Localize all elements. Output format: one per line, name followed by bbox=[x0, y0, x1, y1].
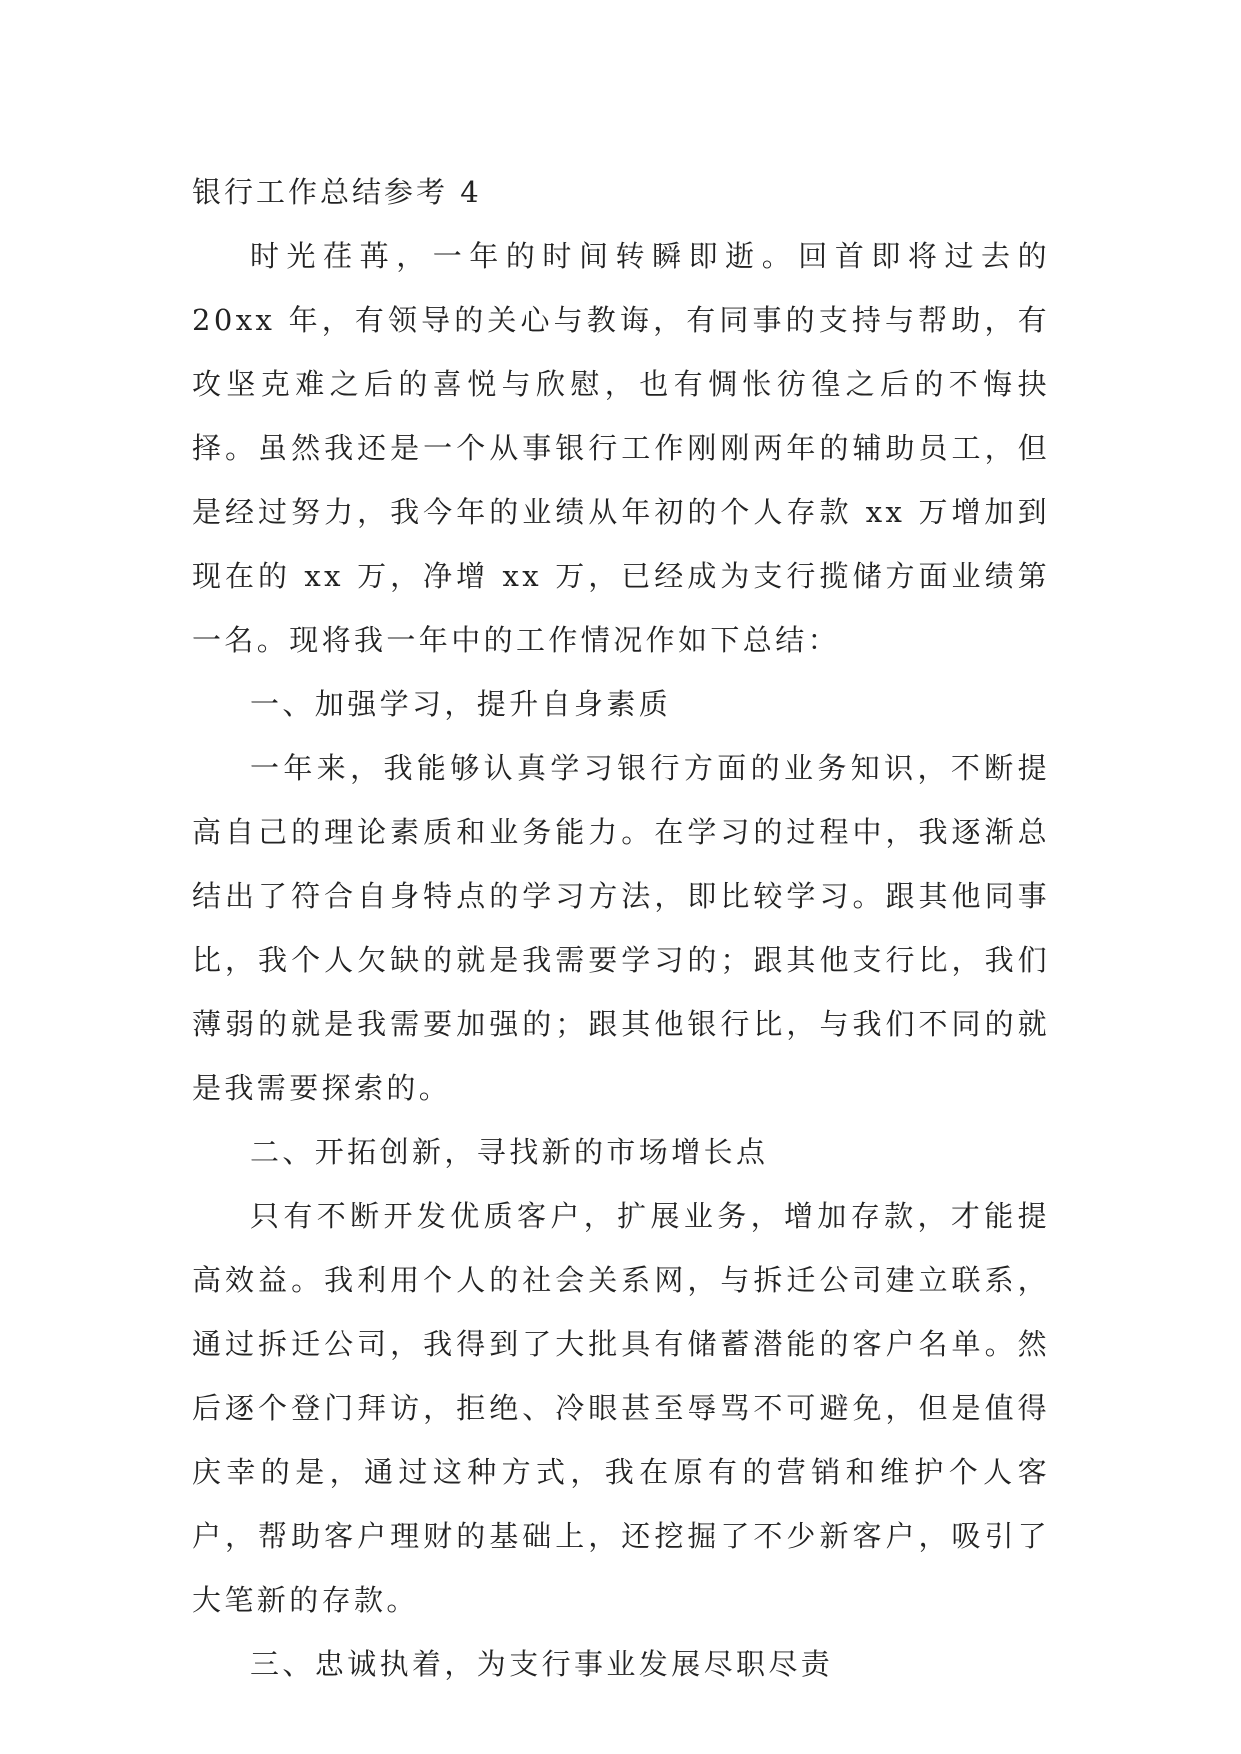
document-body bbox=[192, 160, 1050, 1696]
paragraph-intro: 时光荏苒，一年的时间转瞬即逝。回首即将过去的 20xx 年，有领导的关心与教诲，有同事的支持与帮助，有攻坚克难之后的喜悦与欣慰，也有惆怅彷徨之后的不悔抉择。虽然我还是一个从事银行工作刚刚两年的辅助员工，但是经过努力，我今年的业绩从年初的个人存款 xx 万增加到现在的 xx 万，净增 xx 万，已经成为支行揽储方面业绩第一名。现将我一年中的工作情况作如下总结： bbox=[192, 239, 1050, 657]
paragraph-innovation: 只有不断开发优质客户，扩展业务，增加存款，才能提高效益。我利用个人的社会关系网，与拆迁公司建立联系，通过拆迁公司，我得到了大批具有储蓄潜能的客户名单。然后逐个登门拜访，拒绝、冷眼甚至辱骂不可避免，但是值得庆幸的是，通过这种方式，我在原有的营销和维护个人客户，帮助客户理财的基础上，还挖掘了不少新客户，吸引了大笔新的存款。 bbox=[192, 1199, 1050, 1617]
paragraph-study: 一年来，我能够认真学习银行方面的业务知识，不断提高自己的理论素质和业务能力。在学习的过程中，我逐渐总结出了符合自身特点的学习方法，即比较学习。跟其他同事比，我个人欠缺的就是我需要学习的；跟其他支行比，我们薄弱的就是我需要加强的；跟其他银行比，与我们不同的就是我需要探索的。 bbox=[192, 751, 1050, 1105]
document-title: 银行工作总结参考 4 bbox=[192, 175, 482, 209]
section-heading-2: 二、开拓创新，寻找新的市场增长点 bbox=[250, 1135, 769, 1169]
section-heading-1: 一、加强学习，提升自身素质 bbox=[250, 687, 672, 721]
section-heading-3: 三、忠诚执着，为支行事业发展尽职尽责 bbox=[250, 1647, 834, 1681]
